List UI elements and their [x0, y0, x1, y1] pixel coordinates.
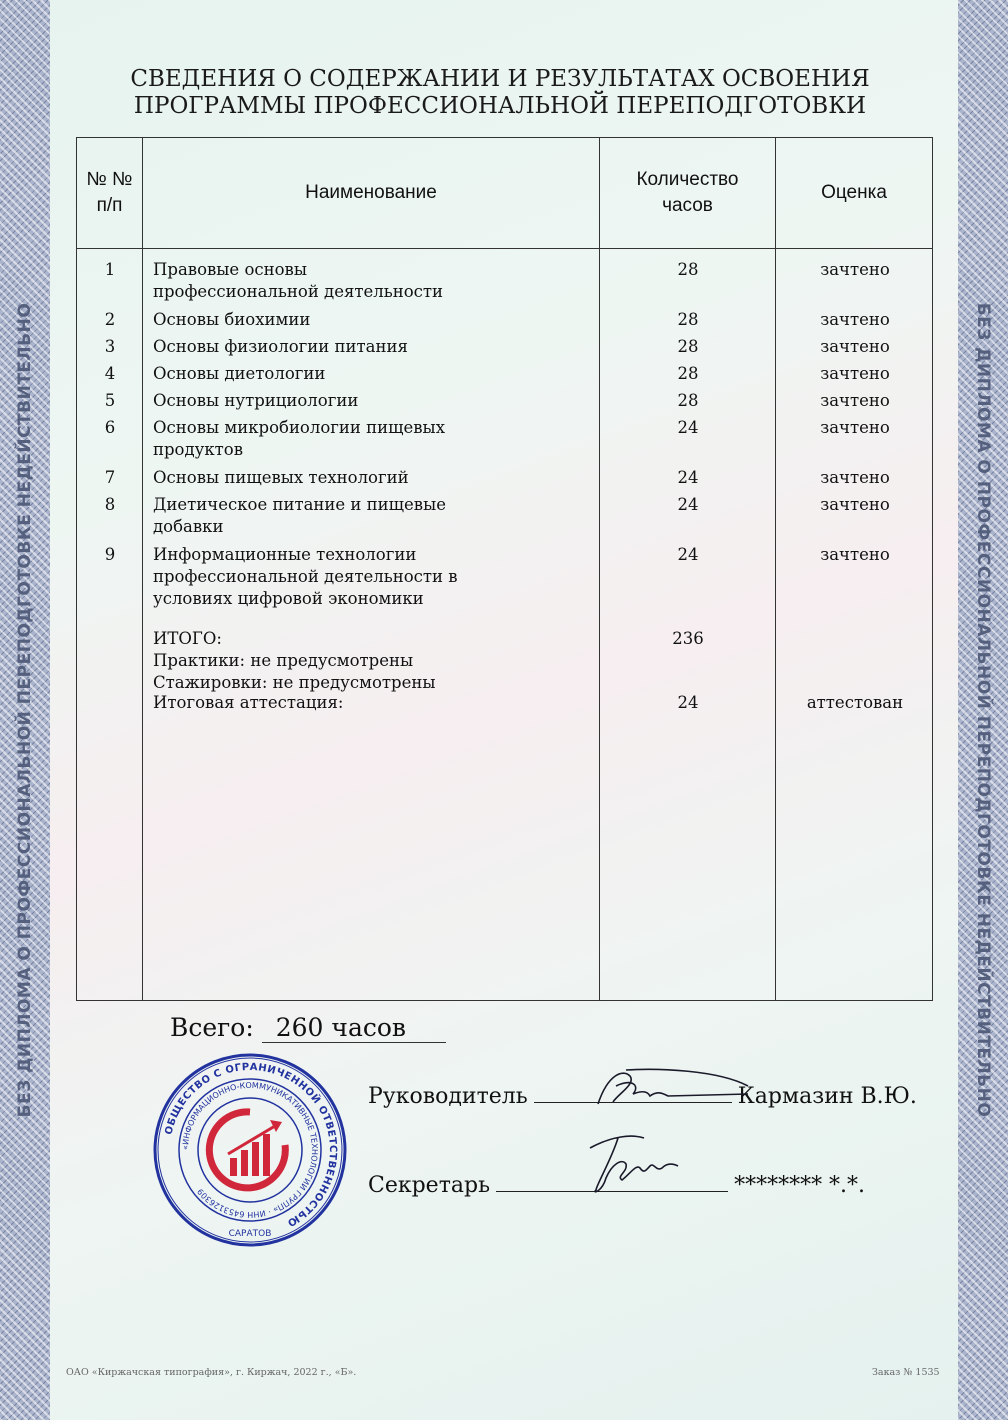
document-title [80, 66, 920, 120]
header-grade: Оценка [821, 182, 887, 203]
stamp-logo-icon [209, 1112, 285, 1188]
stamp-city: САРАТОВ [228, 1229, 272, 1239]
header-hours: Количество часов [636, 169, 739, 216]
footer-printer-info: ОАО «Киржачская типография», г. Киржач, 2022 г., «Б». [66, 1367, 357, 1378]
title-line-1: СВЕДЕНИЯ О СОДЕРЖАНИИ И РЕЗУЛЬТАТАХ ОСВОЕНИЯ [130, 66, 870, 92]
grand-total-value: 260 часов [262, 1013, 446, 1043]
grand-total-label: Всего: [170, 1013, 254, 1042]
secretary-label: Секретарь [368, 1173, 491, 1198]
stamp-outer-text: ОБЩЕСТВО С ОГРАНИЧЕННОЙ ОТВЕТСТВЕННОСТЬЮ [163, 1061, 339, 1229]
footer-order-number: Заказ № 1535 [872, 1367, 940, 1378]
title-line-2: ПРОГРАММЫ ПРОФЕССИОНАЛЬНОЙ ПЕРЕПОДГОТОВКИ [133, 93, 867, 119]
stamp-inner-text: «ИНФОРМАЦИОННО-КОММУНИКАТИВНЫЕ ТЕХНОЛОГИИ ГРУПП» · ИНН 6453126309 [180, 1080, 320, 1220]
courses-table: № № п/п Наименование Количество часов Оценка 1 Правовые основы профессиональной деятельности 28 зачтено 2 Основы биохимии 28 зачтено 3 Основы физиологии питания 28 зачтено 4 Основы диетологии 28 зачтено 5 Основы нутрициологии 28 зачтено 6 Основы микробиологии пищевых продуктов 24 зачтено 7 Основы пищевых технологий 24 зачтено 8 Диетическое питание и пищевые добавки 24 зачтено 9 Информационные технологии профессиональной деятельности в условиях цифровой экономики 24 зачтено ИТОГО: 236 Практики: не предусмотрены Стажировки: не предусмотрены Итоговая аттестация: 24 аттестован [76, 137, 933, 1001]
secretary-name: ******** *.*. [734, 1173, 866, 1198]
header-number: № № п/п [86, 169, 133, 216]
director-signature [578, 1064, 758, 1114]
svg-text:«ИНФОРМАЦИОННО-КОММУНИКАТИВНЫЕ [181, 1081, 319, 1219]
left-border-caption: БЕЗ ДИПЛОМА О ПРОФЕССИОНАЛЬНОЙ ПЕРЕПОДГОТОВКЕ НЕДЕЙСТВИТЕЛЬНО [15, 302, 35, 1118]
grand-total [170, 1013, 446, 1043]
header-divider [77, 248, 932, 249]
secretary-signature [582, 1128, 702, 1198]
header-name: Наименование [305, 182, 437, 203]
director-name: Кармазин В.Ю. [737, 1084, 917, 1109]
right-border-caption: БЕЗ ДИПЛОМА О ПРОФЕССИОНАЛЬНОЙ ПЕРЕПОДГОТОВКЕ НЕДЕЙСТВИТЕЛЬНО [973, 302, 993, 1118]
director-label: Руководитель [368, 1084, 528, 1109]
organization-stamp [150, 1050, 350, 1250]
